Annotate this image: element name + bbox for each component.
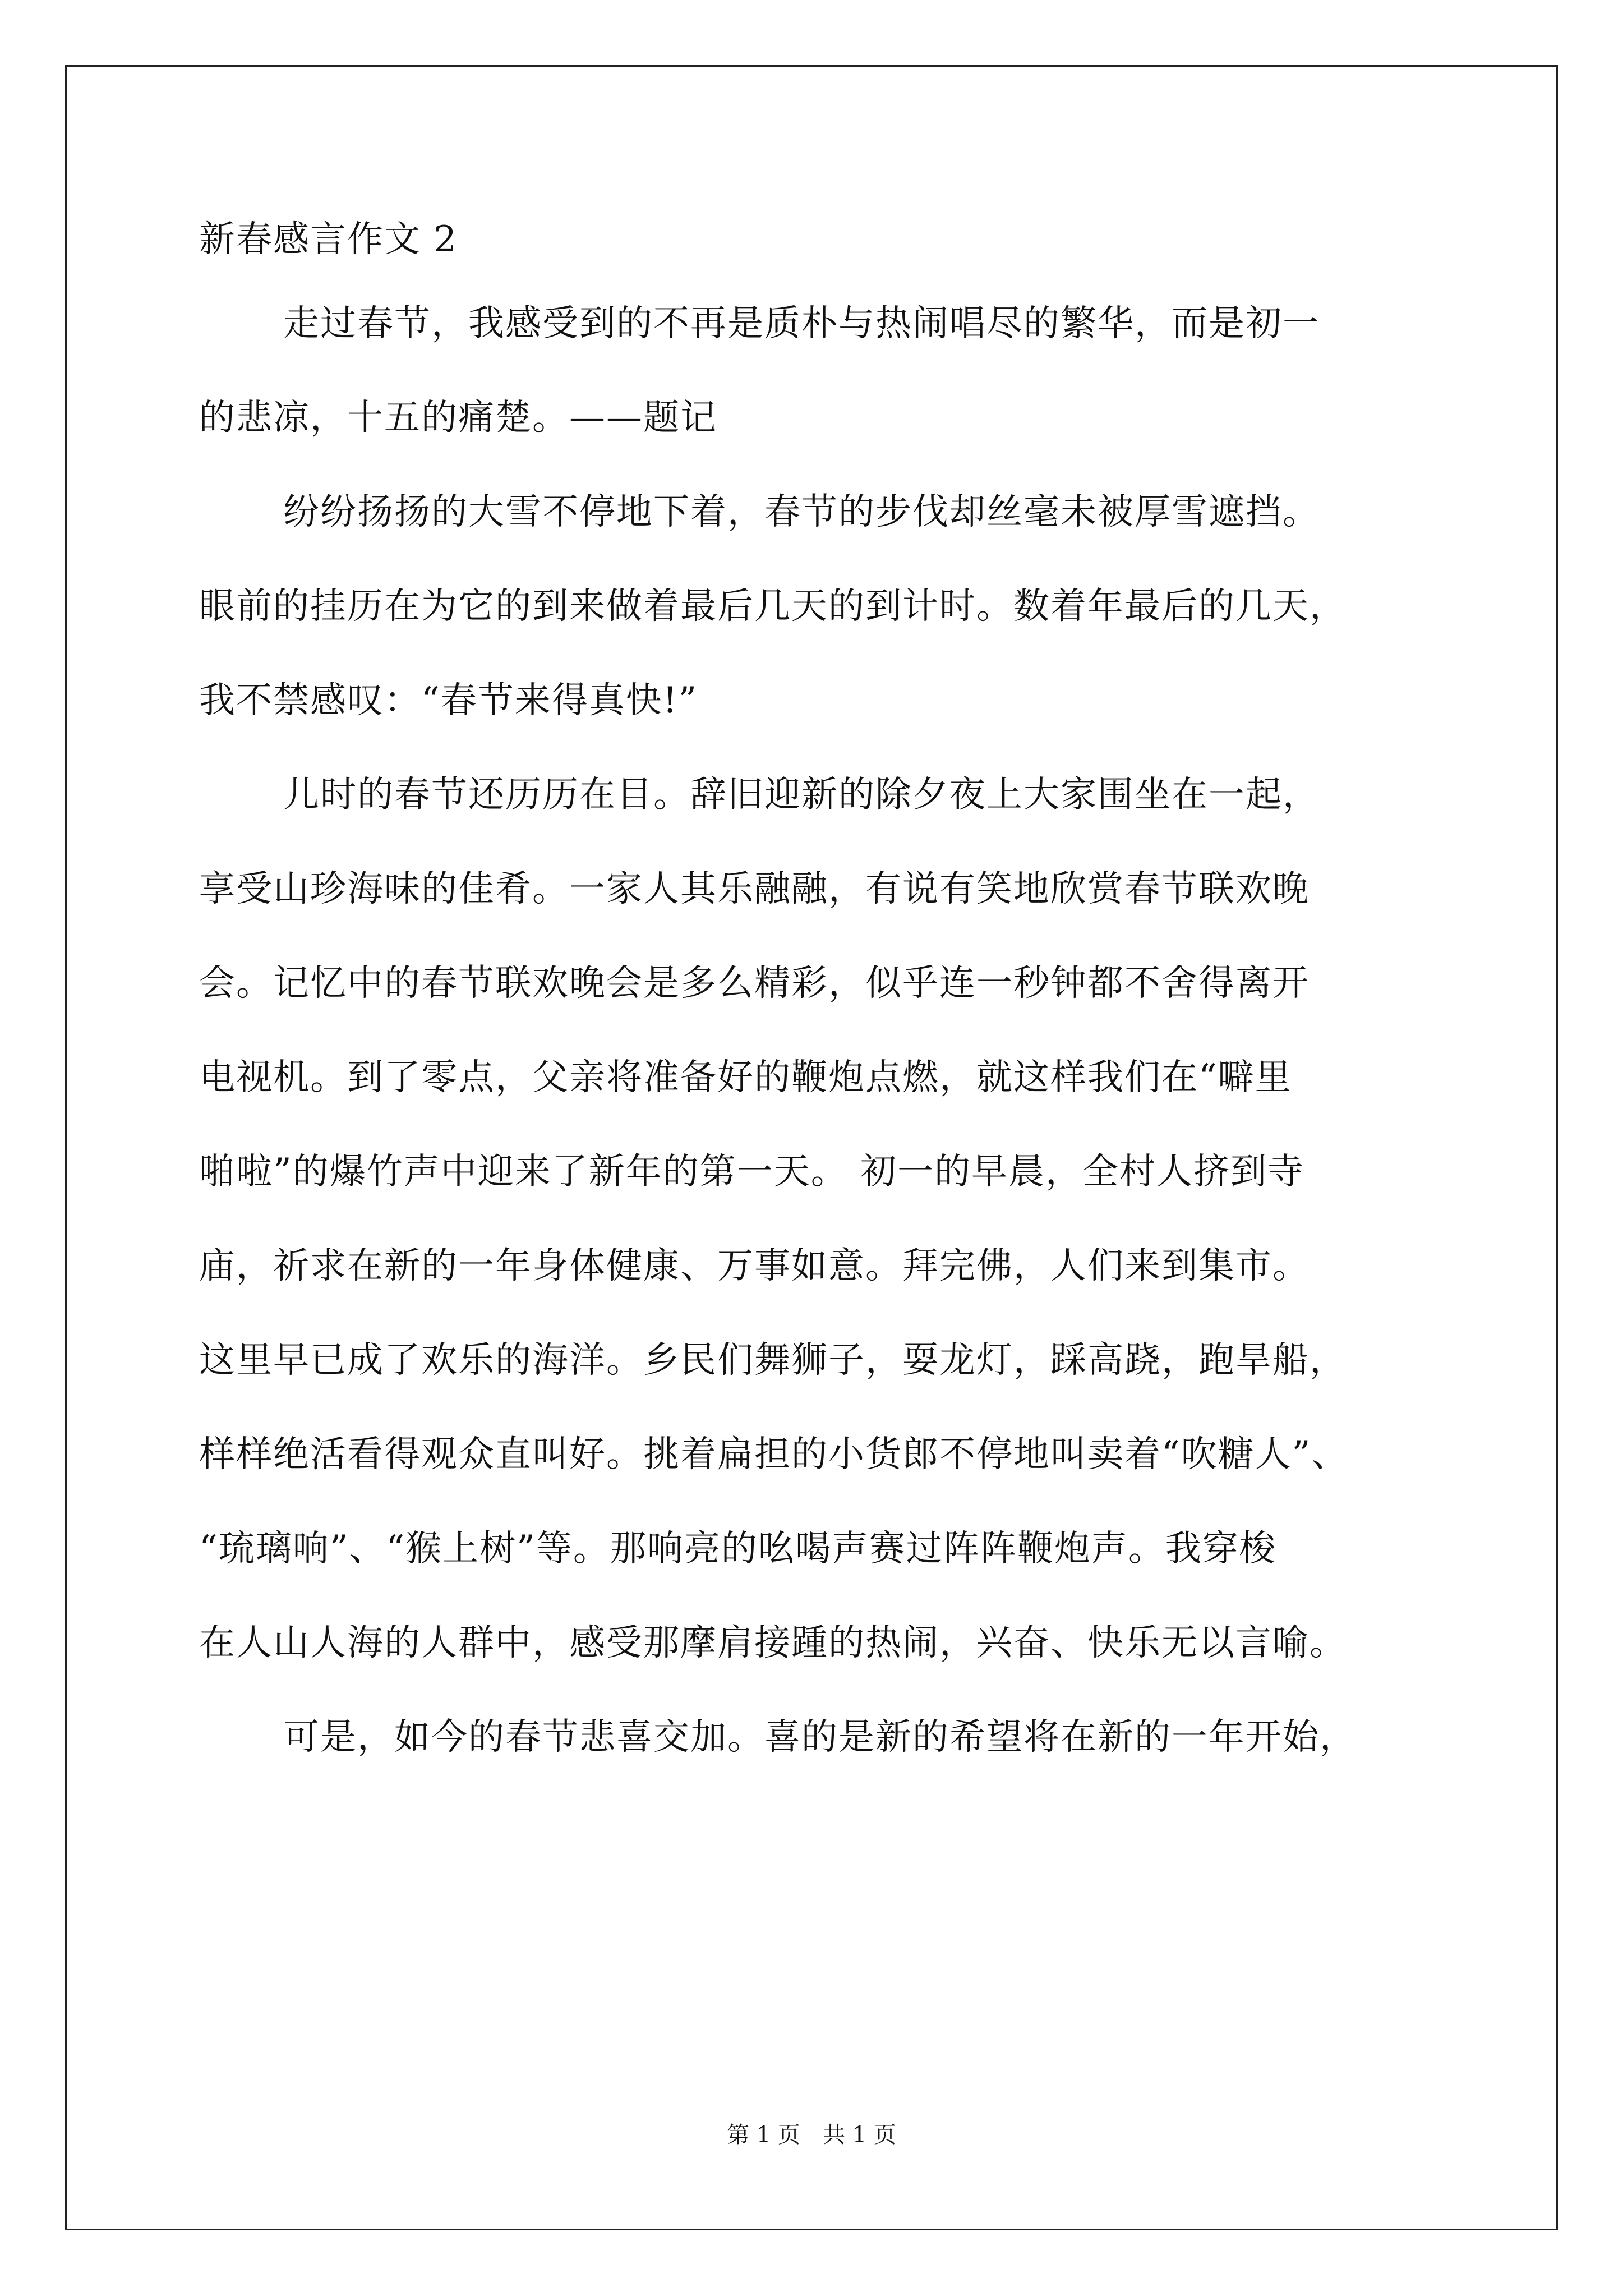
text-line-9: 电视机。到了零点，父亲将准备好的鞭炮点燃，就这样我们在“噼里 [199, 1057, 1292, 1098]
text-line-4: 眼前的挂历在为它的到来做着最后几天的到计时。数着年最后的几天， [199, 586, 1347, 627]
text-line-15: 在人山人海的人群中，感受那摩肩接踵的热闹，兴奋、快乐无以言喻。 [199, 1622, 1347, 1664]
text-line-14: “琉璃响”、“猴上树”等。那响亮的吆喝声赛过阵阵鞭炮声。我穿梭 [199, 1528, 1276, 1570]
text-line-1: 走过春节，我感受到的不再是质朴与热闹唱尽的繁华，而是初一 [283, 303, 1320, 344]
page-border [65, 65, 1558, 2230]
text-line-3: 纷纷扬扬的大雪不停地下着，春节的步伐却丝毫未被厚雪遮挡。 [283, 491, 1320, 533]
text-line-16: 可是，如今的春节悲喜交加。喜的是新的希望将在新的一年开始， [283, 1717, 1357, 1758]
document-title: 新春感言作文 2 [199, 219, 458, 260]
text-line-13: 样样绝活看得观众直叫好。挑着扁担的小货郎不停地叫卖着“吹糖人”、 [199, 1434, 1349, 1475]
page-footer: 第 1 页 共 1 页 [727, 2122, 896, 2148]
text-line-2: 的悲凉，十五的痛楚。——题记 [199, 397, 717, 439]
text-line-6: 儿时的春节还历历在目。辞旧迎新的除夕夜上大家围坐在一起， [283, 774, 1320, 816]
text-line-10: 啪啦”的爆竹声中迎来了新年的第一天。 初一的早晨，全村人挤到寺 [199, 1151, 1305, 1193]
text-line-8: 会。记忆中的春节联欢晚会是多么精彩，似乎连一秒钟都不舍得离开 [199, 963, 1310, 1004]
text-line-11: 庙，祈求在新的一年身体健康、万事如意。拜完佛，人们来到集市。 [199, 1245, 1310, 1287]
text-line-7: 享受山珍海味的佳肴。一家人其乐融融，有说有笑地欣赏春节联欢晚 [199, 868, 1310, 910]
text-line-5: 我不禁感叹：“春节来得真快!” [199, 680, 698, 721]
text-line-12: 这里早已成了欢乐的海洋。乡民们舞狮子，耍龙灯，踩高跷，跑旱船， [199, 1340, 1347, 1381]
